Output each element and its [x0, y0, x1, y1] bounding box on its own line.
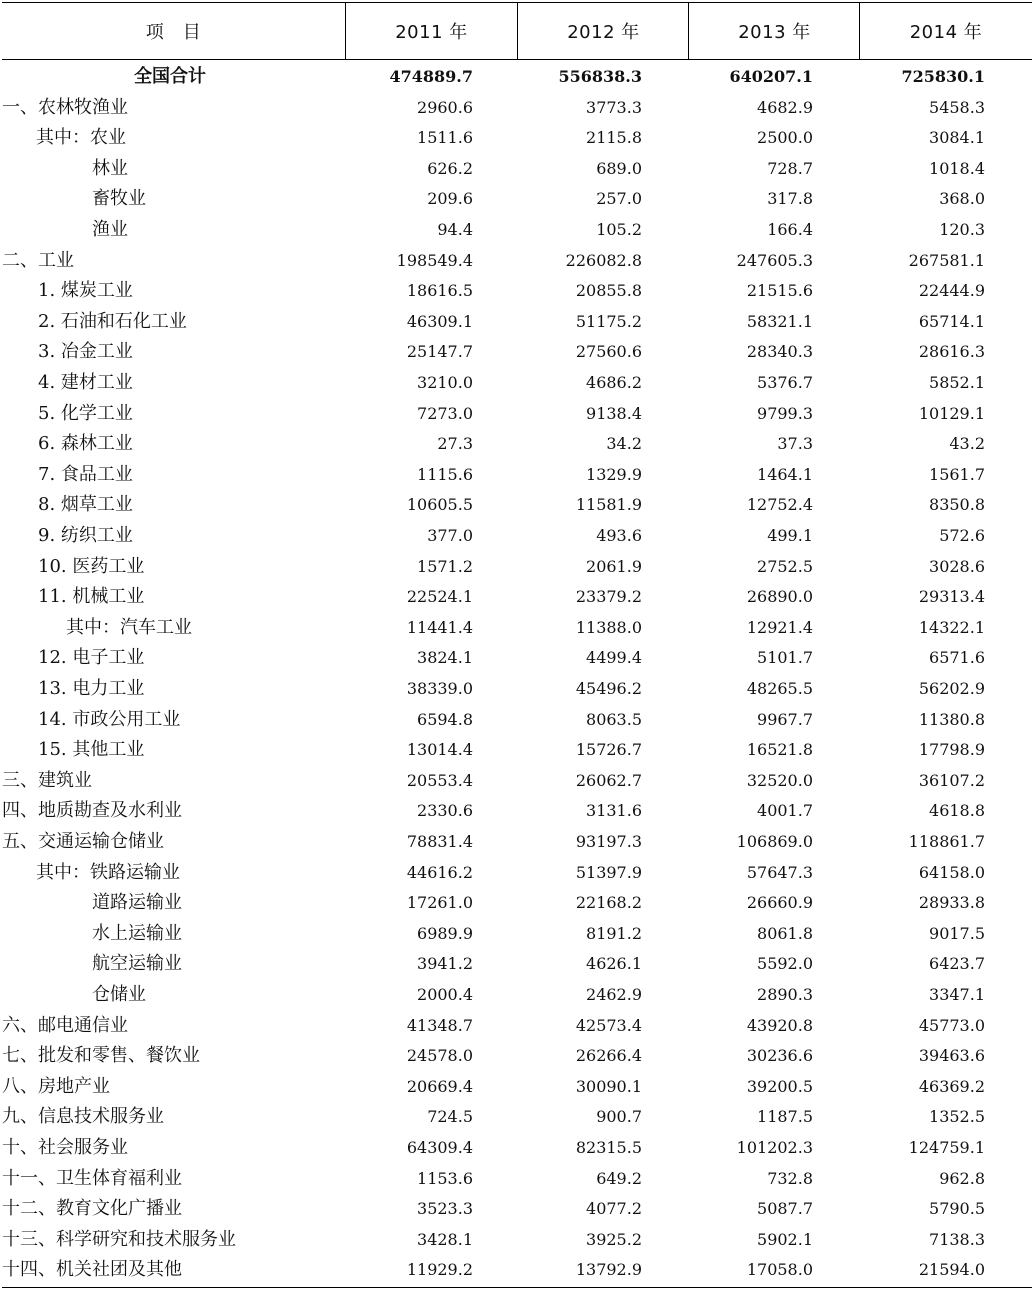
- header-year-2014: 2014 年: [909, 22, 983, 43]
- cell-value: 28616.3: [918, 342, 985, 362]
- cell-value: 499.1: [767, 526, 813, 545]
- cell-value: 493.6: [596, 526, 642, 545]
- cell-value: 4682.9: [757, 97, 813, 117]
- table-row: [2, 1102, 1032, 1133]
- cell-value: 6571.6: [929, 648, 985, 668]
- row-label: 6. 森林工业: [38, 433, 133, 455]
- row-label: 八、房地产业: [2, 1075, 110, 1097]
- row-label: 12. 电子工业: [38, 647, 145, 669]
- cell-value: 2061.9: [586, 556, 642, 576]
- cell-value: 3773.3: [586, 97, 642, 117]
- row-label: 四、地质勘查及水利业: [2, 800, 182, 822]
- row-label: 14. 市政公用工业: [38, 708, 181, 730]
- cell-value: 724.5: [427, 1107, 473, 1127]
- cell-value: 14322.1: [918, 617, 985, 637]
- cell-value: 45496.2: [575, 679, 642, 698]
- cell-value: 2752.5: [757, 556, 813, 576]
- cell-value: 26062.7: [575, 770, 642, 790]
- row-label: 航空运输业: [92, 953, 182, 975]
- cell-value: 626.2: [427, 158, 473, 178]
- cell-value: 9799.3: [757, 403, 813, 423]
- cell-value: 43.2: [949, 434, 985, 454]
- row-label: 五、交通运输仓储业: [2, 831, 164, 852]
- row-label: 全国合计: [134, 66, 206, 87]
- cell-value: 2960.6: [417, 97, 473, 117]
- cell-value: 101202.3: [736, 1138, 813, 1157]
- table-row: [2, 460, 1032, 491]
- cell-value: 124759.1: [908, 1138, 985, 1157]
- cell-value: 38339.0: [406, 679, 473, 698]
- cell-value: 20553.4: [406, 770, 473, 790]
- table-row: [2, 766, 1032, 797]
- table-row: [2, 429, 1032, 460]
- cell-value: 12921.4: [746, 617, 813, 637]
- cell-value: 7138.3: [929, 1229, 985, 1249]
- cell-value: 377.0: [427, 526, 473, 545]
- row-label: 渔业: [92, 219, 128, 240]
- cell-value: 572.6: [939, 526, 985, 545]
- row-label: 九、信息技术服务业: [2, 1106, 164, 1128]
- cell-value: 8061.8: [757, 923, 813, 943]
- cell-value: 26266.4: [575, 1046, 642, 1066]
- row-label: 二、工业: [2, 249, 74, 271]
- cell-value: 36107.2: [918, 770, 985, 790]
- cell-value: 23379.2: [575, 587, 642, 607]
- cell-value: 24578.0: [406, 1046, 473, 1066]
- cell-value: 368.0: [939, 189, 985, 209]
- cell-value: 11929.2: [406, 1260, 473, 1280]
- cell-value: 16521.8: [746, 740, 813, 760]
- cell-value: 4001.7: [757, 801, 813, 821]
- cell-value: 17261.0: [406, 893, 473, 913]
- row-label: 三、建筑业: [2, 769, 92, 791]
- cell-value: 732.8: [767, 1168, 813, 1188]
- cell-value: 15726.7: [575, 740, 642, 760]
- cell-value: 106869.0: [736, 832, 813, 851]
- cell-value: 3028.6: [929, 556, 985, 576]
- cell-value: 474889.7: [389, 67, 473, 86]
- cell-value: 5376.7: [757, 373, 813, 392]
- cell-value: 3347.1: [929, 985, 985, 1004]
- cell-value: 4077.2: [586, 1199, 642, 1219]
- cell-value: 8063.5: [586, 709, 642, 729]
- row-label: 林业: [92, 157, 128, 179]
- header-year-2012: 2012 年: [567, 22, 640, 43]
- table-row: [2, 1194, 1032, 1225]
- row-label: 7. 食品工业: [38, 463, 133, 485]
- cell-value: 4626.1: [586, 954, 642, 974]
- table-row: [2, 1225, 1032, 1256]
- cell-value: 1511.6: [417, 128, 473, 148]
- row-label: 仓储业: [92, 984, 146, 1005]
- cell-value: 41348.7: [406, 1015, 473, 1035]
- table-row: [2, 521, 1032, 552]
- cell-value: 28933.8: [918, 893, 985, 913]
- cell-value: 17058.0: [746, 1260, 813, 1280]
- table-header: [2, 2, 1032, 60]
- row-label: 道路运输业: [92, 892, 182, 914]
- cell-value: 27.3: [437, 434, 473, 454]
- table-row: [2, 1072, 1032, 1103]
- row-label: 1. 煤炭工业: [38, 280, 133, 302]
- cell-value: 42573.4: [575, 1015, 642, 1035]
- cell-value: 5458.3: [929, 97, 985, 117]
- cell-value: 209.6: [427, 189, 473, 209]
- table-row: [2, 735, 1032, 766]
- row-label: 11. 机械工业: [38, 586, 145, 608]
- cell-value: 5790.5: [929, 1199, 985, 1219]
- table-row: [2, 123, 1032, 154]
- cell-value: 5592.0: [757, 954, 813, 974]
- cell-value: 3210.0: [417, 373, 473, 392]
- table-row: [2, 705, 1032, 736]
- row-label: 8. 烟草工业: [38, 494, 133, 516]
- row-label: 十一、卫生体育福利业: [2, 1167, 182, 1189]
- table-row: [2, 552, 1032, 583]
- cell-value: 3925.2: [586, 1229, 642, 1249]
- cell-value: 689.0: [596, 158, 642, 178]
- cell-value: 44616.2: [406, 862, 473, 882]
- table-row: [2, 1164, 1032, 1195]
- table-row-total: [2, 62, 1032, 93]
- table-row: [2, 337, 1032, 368]
- cell-value: 5101.7: [757, 648, 813, 668]
- table-row: [2, 1255, 1032, 1286]
- cell-value: 13014.4: [406, 740, 473, 760]
- cell-value: 247605.3: [736, 250, 813, 270]
- row-label: 其中：铁路运输业: [36, 861, 180, 883]
- cell-value: 556838.3: [558, 67, 642, 86]
- row-label: 一、农林牧渔业: [2, 96, 128, 118]
- cell-value: 17798.9: [918, 740, 985, 760]
- cell-value: 7273.0: [417, 403, 473, 423]
- table-row: [2, 276, 1032, 307]
- cell-value: 105.2: [596, 220, 642, 239]
- cell-value: 2500.0: [757, 128, 813, 148]
- table-row: [2, 399, 1032, 430]
- table-row: [2, 368, 1032, 399]
- table-row: [2, 93, 1032, 124]
- cell-value: 12752.4: [746, 495, 813, 515]
- cell-value: 317.8: [767, 189, 813, 209]
- cell-value: 8191.2: [586, 923, 642, 943]
- row-label: 4. 建材工业: [38, 372, 133, 393]
- table-row: [2, 215, 1032, 246]
- cell-value: 2115.8: [586, 128, 642, 148]
- cell-value: 57647.3: [746, 862, 813, 882]
- cell-value: 3523.3: [417, 1199, 473, 1219]
- cell-value: 962.8: [939, 1168, 985, 1188]
- cell-value: 4499.4: [586, 648, 642, 668]
- row-label: 5. 化学工业: [38, 402, 133, 424]
- cell-value: 10605.5: [406, 495, 473, 515]
- cell-value: 30090.1: [575, 1076, 642, 1096]
- cell-value: 5852.1: [929, 373, 985, 392]
- cell-value: 1018.4: [929, 158, 985, 178]
- table-row: [2, 490, 1032, 521]
- table-row: [2, 246, 1032, 277]
- cell-value: 13792.9: [575, 1260, 642, 1280]
- table-row: [2, 1011, 1032, 1042]
- cell-value: 5087.7: [757, 1199, 813, 1219]
- table-row: [2, 858, 1032, 889]
- table-row: [2, 888, 1032, 919]
- cell-value: 900.7: [596, 1107, 642, 1127]
- cell-value: 1352.5: [929, 1107, 985, 1127]
- cell-value: 37.3: [777, 434, 813, 454]
- cell-value: 4618.8: [929, 801, 985, 821]
- cell-value: 20669.4: [406, 1076, 473, 1096]
- cell-value: 166.4: [767, 220, 813, 239]
- cell-value: 93197.3: [575, 832, 642, 851]
- row-label: 15. 其他工业: [38, 739, 145, 761]
- row-label: 十四、机关社团及其他: [2, 1259, 182, 1281]
- cell-value: 34.2: [606, 434, 642, 454]
- row-label: 十三、科学研究和技术服务业: [2, 1228, 236, 1250]
- cell-value: 27560.6: [575, 342, 642, 362]
- cell-value: 2330.6: [417, 801, 473, 821]
- header-year-2011: 2011 年: [395, 22, 468, 43]
- table-bottom-rule: [2, 1287, 1032, 1288]
- cell-value: 64158.0: [918, 862, 985, 882]
- cell-value: 267581.1: [908, 250, 985, 270]
- cell-value: 11380.8: [918, 709, 985, 729]
- cell-value: 120.3: [939, 220, 985, 239]
- cell-value: 1464.1: [757, 464, 813, 484]
- table-row: [2, 184, 1032, 215]
- row-label: 2. 石油和石化工业: [38, 310, 187, 332]
- cell-value: 39200.5: [746, 1076, 813, 1096]
- cell-value: 226082.8: [565, 250, 642, 270]
- table-row: [2, 1133, 1032, 1164]
- cell-value: 11581.9: [575, 495, 642, 515]
- row-label: 10. 医药工业: [38, 555, 145, 577]
- cell-value: 78831.4: [406, 832, 473, 851]
- cell-value: 45773.0: [918, 1015, 985, 1035]
- table-row: [2, 643, 1032, 674]
- cell-value: 20855.8: [575, 281, 642, 301]
- cell-value: 257.0: [596, 189, 642, 209]
- cell-value: 32520.0: [746, 770, 813, 790]
- cell-value: 46369.2: [918, 1076, 985, 1096]
- cell-value: 56202.9: [918, 679, 985, 698]
- cell-value: 2890.3: [757, 985, 813, 1004]
- cell-value: 2000.4: [417, 985, 473, 1004]
- cell-value: 1115.6: [417, 464, 473, 484]
- cell-value: 1571.2: [417, 556, 473, 576]
- header-year-2013: 2013 年: [738, 22, 811, 43]
- table-row: [2, 154, 1032, 185]
- cell-value: 3941.2: [417, 954, 473, 974]
- cell-value: 28340.3: [746, 342, 813, 362]
- cell-value: 649.2: [596, 1168, 642, 1188]
- cell-value: 1329.9: [586, 464, 642, 484]
- table-row: [2, 613, 1032, 644]
- table-row: [2, 949, 1032, 980]
- cell-value: 43920.8: [746, 1015, 813, 1035]
- row-label: 9. 纺织工业: [38, 525, 133, 546]
- cell-value: 26660.9: [746, 893, 813, 913]
- cell-value: 1561.7: [929, 464, 985, 484]
- row-label: 畜牧业: [92, 188, 146, 210]
- row-label: 六、邮电通信业: [2, 1014, 128, 1036]
- cell-value: 6989.9: [417, 923, 473, 943]
- cell-value: 48265.5: [746, 679, 813, 698]
- cell-value: 10129.1: [918, 403, 985, 423]
- cell-value: 1153.6: [417, 1168, 473, 1188]
- cell-value: 39463.6: [918, 1046, 985, 1066]
- cell-value: 6423.7: [929, 954, 985, 974]
- table-row: [2, 980, 1032, 1011]
- cell-value: 22444.9: [918, 281, 985, 301]
- cell-value: 65714.1: [918, 311, 985, 331]
- cell-value: 198549.4: [396, 250, 473, 270]
- cell-value: 4686.2: [586, 373, 642, 392]
- row-label: 其中：汽车工业: [66, 616, 192, 638]
- cell-value: 2462.9: [586, 985, 642, 1004]
- table-row: [2, 582, 1032, 613]
- cell-value: 51397.9: [575, 862, 642, 882]
- cell-value: 21594.0: [918, 1260, 985, 1280]
- cell-value: 29313.4: [918, 587, 985, 607]
- row-label: 七、批发和零售、餐饮业: [2, 1045, 200, 1067]
- cell-value: 640207.1: [729, 67, 813, 86]
- row-label: 水上运输业: [92, 922, 182, 944]
- cell-value: 46309.1: [406, 311, 473, 331]
- cell-value: 3131.6: [586, 801, 642, 821]
- cell-value: 6594.8: [417, 709, 473, 729]
- row-label: 十二、教育文化广播业: [2, 1198, 182, 1220]
- row-label: 其中：农业: [36, 127, 126, 149]
- cell-value: 9017.5: [929, 923, 985, 943]
- row-label: 3. 冶金工业: [38, 341, 133, 363]
- cell-value: 22524.1: [406, 587, 473, 607]
- row-label: 13. 电力工业: [38, 678, 145, 699]
- cell-value: 5902.1: [757, 1229, 813, 1249]
- cell-value: 26890.0: [746, 587, 813, 607]
- row-label: 十、社会服务业: [2, 1137, 128, 1158]
- cell-value: 58321.1: [746, 311, 813, 331]
- table-row: [2, 674, 1032, 705]
- cell-value: 64309.4: [406, 1138, 473, 1157]
- header-item: 项 目: [145, 22, 202, 43]
- cell-value: 725830.1: [901, 67, 985, 86]
- cell-value: 21515.6: [746, 281, 813, 301]
- table-row: [2, 1041, 1032, 1072]
- cell-value: 3428.1: [417, 1229, 473, 1249]
- table-row: [2, 307, 1032, 338]
- cell-value: 11388.0: [575, 617, 642, 637]
- cell-value: 118861.7: [908, 832, 985, 851]
- cell-value: 3084.1: [929, 128, 985, 148]
- cell-value: 51175.2: [575, 311, 642, 331]
- cell-value: 22168.2: [575, 893, 642, 913]
- table-row: [2, 796, 1032, 827]
- cell-value: 9138.4: [586, 403, 642, 423]
- cell-value: 18616.5: [406, 281, 473, 301]
- cell-value: 8350.8: [929, 495, 985, 515]
- cell-value: 82315.5: [575, 1138, 642, 1157]
- cell-value: 3824.1: [417, 648, 473, 668]
- cell-value: 1187.5: [757, 1107, 813, 1127]
- cell-value: 94.4: [437, 220, 473, 239]
- table-row: [2, 919, 1032, 950]
- cell-value: 9967.7: [757, 709, 813, 729]
- cell-value: 11441.4: [406, 617, 473, 637]
- table-row: [2, 827, 1032, 858]
- cell-value: 25147.7: [406, 342, 473, 362]
- cell-value: 728.7: [767, 158, 813, 178]
- cell-value: 30236.6: [746, 1046, 813, 1066]
